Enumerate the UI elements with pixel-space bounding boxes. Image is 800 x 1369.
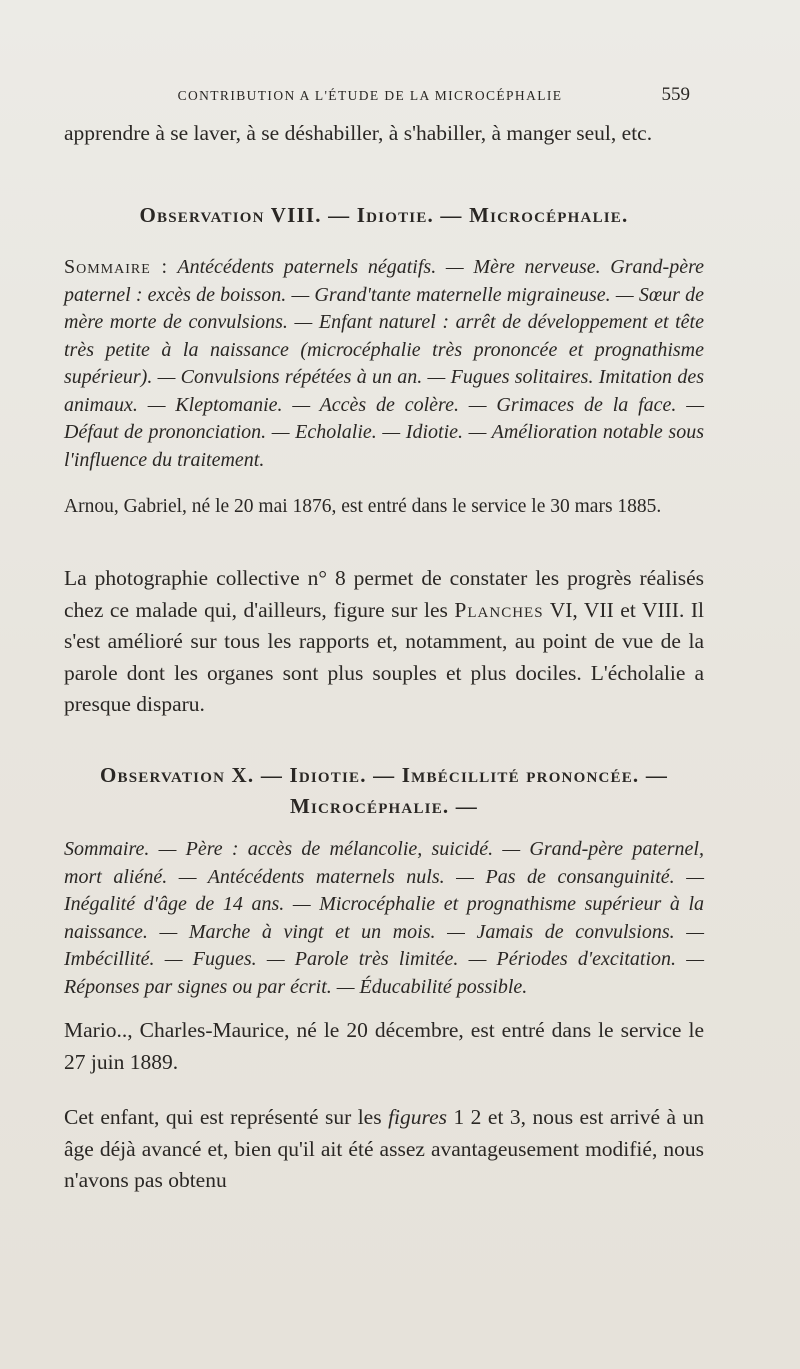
paragraph-2-before: La photographie collective n° 8 permet de constater les progrès réalisés chez ce malade qui, d'ailleurs, figure sur les bbox=[64, 566, 704, 622]
observation-8-summary-text: Antécédents paternels négatifs. — Mère nerveuse. Grand-père paternel : excès de boisson. — Grand'tante maternelle migraineuse. — Sœur de mère morte de convulsions. — Enfant naturel : arrêt de développement et tête très petite à la naissance (microcéphalie très prononcée et prognathisme supérieur). — Convulsions répétées à un an. — Fugues solitaires. Imitation des animaux. — Kleptomanie. — Accès de colère. — Grimaces de la face. — Défaut de prononciation. — Echolalie. — Idiotie. — Amélioration notable sous l'influence du traitement. bbox=[64, 256, 704, 471]
observation-10-paragraph-1: Mario.., Charles-Maurice, né le 20 décembre, est entré dans le service le 27 juin 1889. bbox=[64, 1018, 704, 1074]
observation-10-heading-line-1: Observation X. — Idiotie. — Imbécillité prononcée. — bbox=[99, 763, 669, 787]
intro-paragraph: apprendre à se laver, à se déshabiller, à s'habiller, à manger seul, etc. bbox=[64, 121, 653, 145]
paragraph-before-figures: Cet enfant, qui est représenté sur les bbox=[64, 1105, 382, 1129]
running-title: CONTRIBUTION A L'ÉTUDE DE LA MICROCÉPHALIE bbox=[177, 88, 563, 103]
observation-8-paragraph-1: Arnou, Gabriel, né le 20 mai 1876, est entré dans le service le 30 mars 1885. bbox=[64, 496, 662, 517]
observation-8-paragraph-2 bbox=[64, 563, 704, 721]
page-number: 559 bbox=[661, 84, 690, 105]
observation-8-summary bbox=[64, 254, 704, 474]
observation-10-heading-line-2: Microcéphalie. — bbox=[289, 794, 479, 818]
observation-10-summary: Sommaire. — Père : accès de mélancolie, suicidé. — Grand-père paternel, mort aliéné. — Antécédents maternels nuls. — Pas de consanguinité. — Inégalité d'âge de 14 ans. — Microcéphalie et prognathisme supérieur à la naissance. — Marche à vingt et un mois. — Jamais de convulsions. — Imbécillité. — Fugues. — Parole très limitée. — Périodes d'excitation. — Réponses par signes ou par écrit. — Éducabilité possible. bbox=[64, 838, 704, 998]
paragraph-after-figures: 1 2 et 3, nous est arrivé à un âge déjà avancé et, bien qu'il ait été assez avantageusement modifié, nous n'avons pas obtenu bbox=[64, 1105, 705, 1192]
paragraph-2-after: VI, VII et VIII. Il s'est amélioré sur tous les rapports et, notamment, au point de vue de la parole dont les organes sont plus souples et plus dociles. L'écholalie a presque disparu. bbox=[64, 597, 704, 716]
observation-10-paragraph-2 bbox=[64, 1102, 704, 1197]
observation-8-heading: Observation VIII. — Idiotie. — Microcéphalie. bbox=[139, 203, 629, 227]
observation-10-heading bbox=[64, 760, 704, 822]
summary-label: Sommaire : bbox=[64, 256, 169, 278]
planches-reference: Planches bbox=[454, 597, 544, 622]
figures-reference: figures bbox=[388, 1105, 447, 1129]
